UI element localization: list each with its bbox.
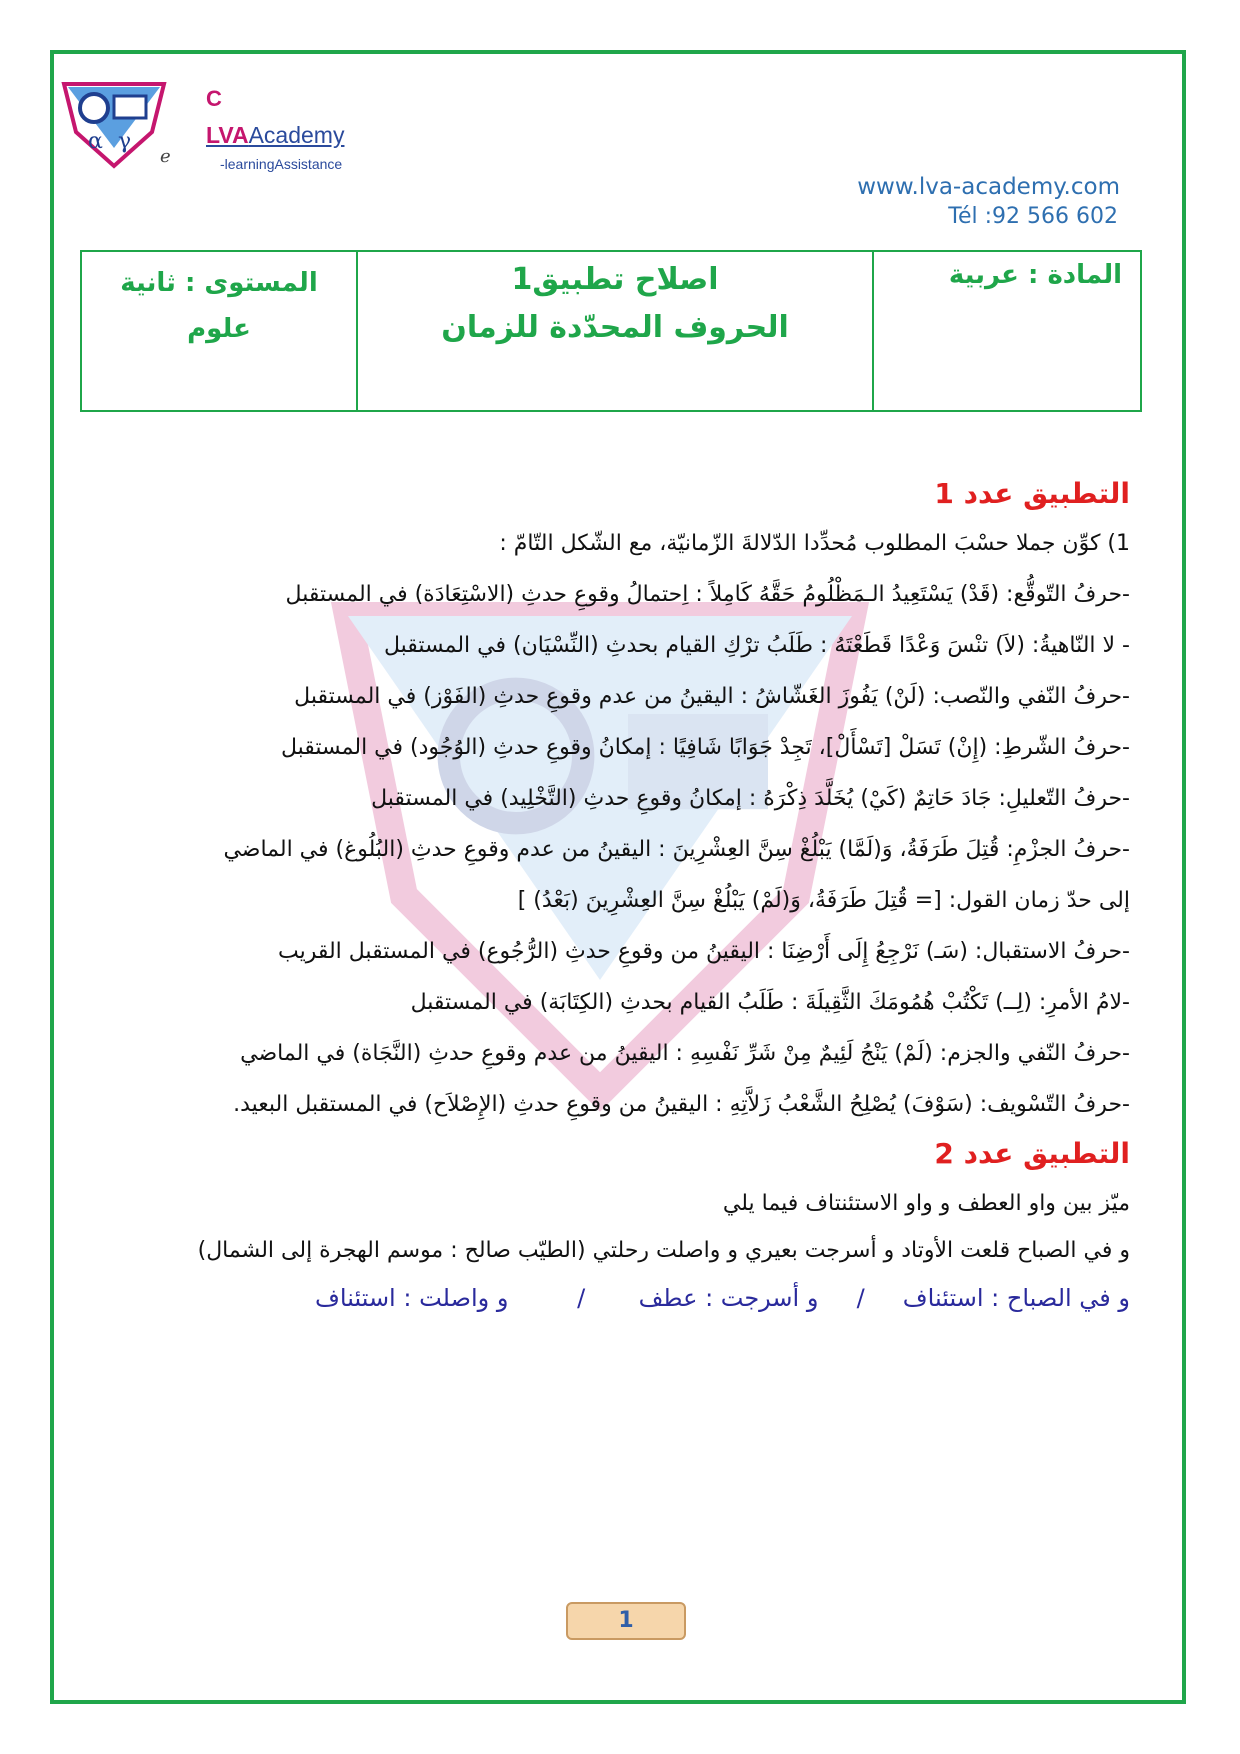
level-line-2: علوم [187,314,251,344]
exercise-1-line: -حرفُ النّفي والنّصب: (لَنْ) يَفُوزَ الغَشّاشُ : اليقينُ من عدم وقوعِ حدثِ (الفَوْز) في المستقبل [294,684,1130,709]
exercise-2-answer: و في الصباح : استئناف / و أسرجت : عطف / و واصلت : استئناف [315,1284,1130,1312]
exercise-2-heading: التطبيق عدد 2 [934,1137,1130,1170]
exercise-content [90,470,1130,1323]
title-line-2: الحروف المحدّدة للزمان [441,310,789,345]
title-cell [356,252,872,410]
brand-name-bold: LVA [206,122,249,148]
exercise-2-instruction: ميّز بين واو العطف و واو الاستئنتاف فيما يلي [722,1191,1130,1216]
exercise-1-line: -حرفُ التّعليلِ: جَادَ حَاتِمٌ (كَيْ) يُخَلَّدَ ذِكْرَهُ : إمكانُ وقوعِ حدثِ (التَّخْلِيد) في المستقبل [371,786,1130,811]
svg-text:α: α [88,129,103,154]
exercise-1-line: -حرفُ التّسْويف: (سَوْفَ) يُصْلِحُ الشَّعْبُ زَلاَّتِهِ : اليقينُ من وقوعِ حدثِ (الإِصْلاَح) في المستقبل البعيد. [233,1092,1130,1117]
brand-tagline: -learningAssistance [220,156,343,172]
phone-number: Tél :92 566 602 [948,204,1118,229]
exercise-1-line: -لامُ الأمرِ: (لِــ) تَكْتُبْ هُمُومَكَ الثَّقِيلَةَ : طَلَبُ القيام بحدثِ (الكِتَابَة) في المستقبل [410,990,1130,1015]
exercise-1-line: -حرفُ التّوقُّع: (قَدْ) يَسْتَعِيدُ الـمَظْلُومُ حَقَّهُ كَامِلاً : اِحتمالُ وقوعِ حدثِ (الاسْتِعَادَة) في المستقبل [285,582,1130,607]
exercise-1-line: - لا النّاهيةُ: (لاَ) تنْسَ وَعْدًا قَطَعْتَهُ : طَلَبُ ترْكِ القيام بحدثِ (النِّسْيَان) في المستقبل [383,633,1130,658]
exercise-1-line: -حرفُ الاستقبال: (سَـ) نَرْجِعُ إِلَى أَرْضِنَا : اليقينُ من وقوعِ حدثِ (الرُّجُوع) في المستقبل القريب [277,939,1130,964]
logo-letter-c: C [206,86,222,111]
exercise-1-line: -حرفُ النّفي والجزم: (لَمْ) يَنْجُ لَئِيمٌ مِنْ شَرِّ نَفْسِهِ : اليقينُ من عدم وقوعِ حدثِ (النَّجَاة) في الماضي [240,1041,1130,1066]
level-line-1: المستوى : ثانية [120,268,318,298]
level-cell [82,252,356,410]
brand-name-rest: Academy [248,122,345,148]
page-number-badge: 1 [566,1602,686,1640]
subject-cell: المادة : عربية [872,252,1140,410]
logo-letter-e: e [160,146,171,167]
brand-name [206,122,344,149]
website-link[interactable]: www.lva-academy.com [857,174,1120,200]
exercise-1-heading: التطبيق عدد 1 [934,477,1130,510]
exercise-1-instruction: 1) كوِّن جملا حسْبَ المطلوب مُحدِّدا الدّلالةَ الزّمانيّة، مع الشّكل التّامّ : [499,531,1130,556]
exercise-1-line: -حرفُ الشّرطِ: (إِنْ) تَسَلْ [تَسْأَلْ]، تَجِدْ جَوَابًا شَافِيًا : إمكانُ وقوعِ حدثِ (الوُجُود) في المستقبل [280,735,1130,760]
academy-logo [60,78,168,170]
exercise-1-line: إلى حدّ زمان القول: [= قُتِلَ طَرَفَةُ، وَ(لَمْ) يَبْلُغْ سِنَّ العِشْرِينَ (بَعْدُ) ] [517,888,1130,913]
title-line-1: اصلاح تطبيق1 [511,262,719,297]
exercise-2-text: و في الصباح قلعت الأوتاد و أسرجت بعيري و واصلت رحلتي (الطيّب صالح : موسم الهجرة إلى الشمال) [197,1238,1130,1263]
info-table [80,250,1142,412]
exercise-1-line: -حرفُ الجزْمِ: قُتِلَ طَرَفَةُ، وَ(لَمَّا) يَبْلُغْ سِنَّ العِشْرِينَ : اليقينُ من عدم وقوعِ حدثِ (البُلُوغ) في الماضي [223,837,1130,862]
svg-text:γ: γ [118,129,132,154]
